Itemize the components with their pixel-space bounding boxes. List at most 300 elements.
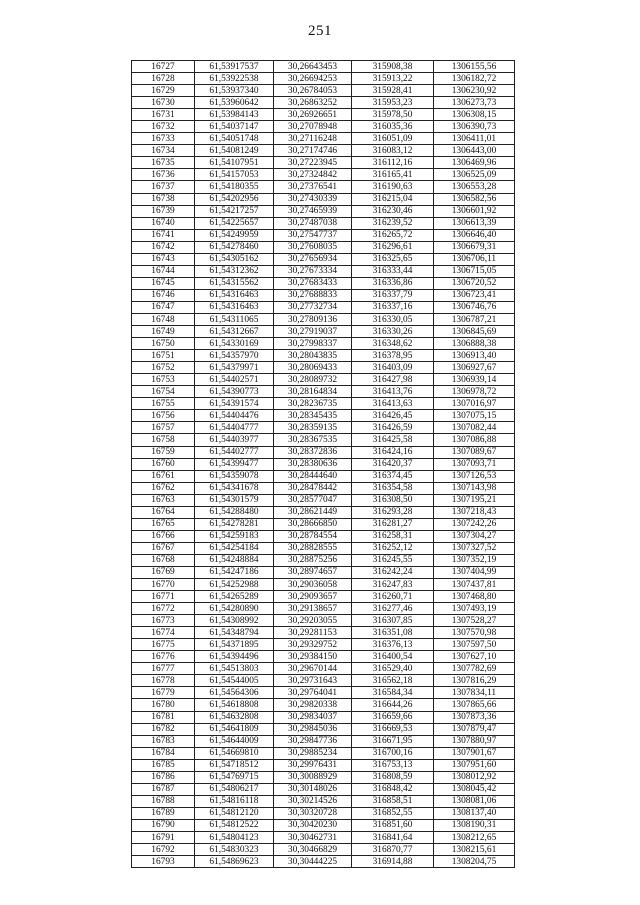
longitude-cell: 30,27656934 [274, 253, 352, 265]
x-coordinate-cell: 316858,51 [352, 795, 434, 807]
longitude-cell: 30,30214526 [274, 795, 352, 807]
point-number-cell: 16734 [132, 145, 195, 157]
y-coordinate-cell: 1308190,31 [434, 819, 515, 831]
x-coordinate-cell: 316413,63 [352, 398, 434, 410]
y-coordinate-cell: 1306443,00 [434, 145, 515, 157]
table-row [132, 699, 515, 711]
longitude-cell: 30,29731643 [274, 675, 352, 687]
point-number-cell: 16727 [132, 61, 195, 73]
y-coordinate-cell: 1307873,36 [434, 711, 515, 723]
latitude-cell: 61,54403977 [195, 434, 274, 446]
table-row [132, 350, 515, 362]
point-number-cell: 16770 [132, 579, 195, 591]
y-coordinate-cell: 1306888,38 [434, 338, 515, 350]
table-row [132, 470, 515, 482]
point-number-cell: 16740 [132, 217, 195, 229]
longitude-cell: 30,26863252 [274, 97, 352, 109]
x-coordinate-cell: 316413,76 [352, 386, 434, 398]
latitude-cell: 61,54404777 [195, 422, 274, 434]
latitude-cell: 61,54311065 [195, 313, 274, 325]
point-number-cell: 16749 [132, 326, 195, 338]
longitude-cell: 30,30088929 [274, 771, 352, 783]
longitude-cell: 30,28359135 [274, 422, 352, 434]
point-number-cell: 16767 [132, 542, 195, 554]
table-row [132, 434, 515, 446]
x-coordinate-cell: 316378,95 [352, 350, 434, 362]
table-row [132, 759, 515, 771]
x-coordinate-cell: 316265,72 [352, 229, 434, 241]
latitude-cell: 61,54312362 [195, 265, 274, 277]
point-number-cell: 16763 [132, 494, 195, 506]
longitude-cell: 30,27673334 [274, 265, 352, 277]
x-coordinate-cell: 316851,60 [352, 819, 434, 831]
table-row [132, 844, 515, 856]
point-number-cell: 16732 [132, 121, 195, 133]
longitude-cell: 30,28372836 [274, 446, 352, 458]
point-number-cell: 16742 [132, 241, 195, 253]
latitude-cell: 61,54305162 [195, 253, 274, 265]
x-coordinate-cell: 316870,77 [352, 844, 434, 856]
latitude-cell: 61,54513803 [195, 663, 274, 675]
longitude-cell: 30,27324842 [274, 169, 352, 181]
x-coordinate-cell: 316644,26 [352, 699, 434, 711]
y-coordinate-cell: 1306308,15 [434, 109, 515, 121]
longitude-cell: 30,28380636 [274, 458, 352, 470]
y-coordinate-cell: 1307195,21 [434, 494, 515, 506]
point-number-cell: 16783 [132, 735, 195, 747]
longitude-cell: 30,28478442 [274, 482, 352, 494]
latitude-cell: 61,54618808 [195, 699, 274, 711]
latitude-cell: 61,53960642 [195, 97, 274, 109]
y-coordinate-cell: 1308081,06 [434, 795, 515, 807]
table-row [132, 735, 515, 747]
x-coordinate-cell: 316333,44 [352, 265, 434, 277]
latitude-cell: 61,54280890 [195, 603, 274, 615]
longitude-cell: 30,30444225 [274, 856, 352, 868]
table-row [132, 530, 515, 542]
table-row [132, 566, 515, 578]
y-coordinate-cell: 1306746,76 [434, 301, 515, 313]
x-coordinate-cell: 316260,71 [352, 591, 434, 603]
y-coordinate-cell: 1307468,80 [434, 591, 515, 603]
y-coordinate-cell: 1307782,69 [434, 663, 515, 675]
longitude-cell: 30,28345435 [274, 410, 352, 422]
longitude-cell: 30,26694253 [274, 73, 352, 85]
point-number-cell: 16735 [132, 157, 195, 169]
table-row [132, 422, 515, 434]
y-coordinate-cell: 1307126,53 [434, 470, 515, 482]
longitude-cell: 30,30462731 [274, 832, 352, 844]
point-number-cell: 16772 [132, 603, 195, 615]
x-coordinate-cell: 315953,23 [352, 97, 434, 109]
table-row [132, 554, 515, 566]
longitude-cell: 30,29329752 [274, 639, 352, 651]
table-row [132, 494, 515, 506]
point-number-cell: 16745 [132, 277, 195, 289]
point-number-cell: 16768 [132, 554, 195, 566]
y-coordinate-cell: 1306582,56 [434, 193, 515, 205]
latitude-cell: 61,54806217 [195, 783, 274, 795]
y-coordinate-cell: 1306715,05 [434, 265, 515, 277]
latitude-cell: 61,54202956 [195, 193, 274, 205]
longitude-cell: 30,28828555 [274, 542, 352, 554]
latitude-cell: 61,54379971 [195, 362, 274, 374]
latitude-cell: 61,54399477 [195, 458, 274, 470]
x-coordinate-cell: 316242,24 [352, 566, 434, 578]
point-number-cell: 16779 [132, 687, 195, 699]
y-coordinate-cell: 1306525,09 [434, 169, 515, 181]
x-coordinate-cell: 316374,45 [352, 470, 434, 482]
point-number-cell: 16782 [132, 723, 195, 735]
longitude-cell: 30,28043835 [274, 350, 352, 362]
latitude-cell: 61,54225657 [195, 217, 274, 229]
longitude-cell: 30,28444640 [274, 470, 352, 482]
table-row [132, 193, 515, 205]
table-row [132, 807, 515, 819]
latitude-cell: 61,54564306 [195, 687, 274, 699]
x-coordinate-cell: 316239,52 [352, 217, 434, 229]
y-coordinate-cell: 1307834,11 [434, 687, 515, 699]
latitude-cell: 61,54391574 [195, 398, 274, 410]
y-coordinate-cell: 1306613,39 [434, 217, 515, 229]
longitude-cell: 30,29670144 [274, 663, 352, 675]
point-number-cell: 16733 [132, 133, 195, 145]
x-coordinate-cell: 316330,05 [352, 313, 434, 325]
page-number: 251 [308, 23, 332, 39]
point-number-cell: 16778 [132, 675, 195, 687]
longitude-cell: 30,27732734 [274, 301, 352, 313]
longitude-cell: 30,26926651 [274, 109, 352, 121]
latitude-cell: 61,54316463 [195, 301, 274, 313]
point-number-cell: 16789 [132, 807, 195, 819]
latitude-cell: 61,54252988 [195, 579, 274, 591]
latitude-cell: 61,54544005 [195, 675, 274, 687]
latitude-cell: 61,53984143 [195, 109, 274, 121]
point-number-cell: 16737 [132, 181, 195, 193]
longitude-cell: 30,27809136 [274, 313, 352, 325]
x-coordinate-cell: 316424,16 [352, 446, 434, 458]
y-coordinate-cell: 1307093,71 [434, 458, 515, 470]
point-number-cell: 16765 [132, 518, 195, 530]
y-coordinate-cell: 1306273,73 [434, 97, 515, 109]
latitude-cell: 61,54390773 [195, 386, 274, 398]
point-number-cell: 16774 [132, 627, 195, 639]
y-coordinate-cell: 1307528,27 [434, 615, 515, 627]
y-coordinate-cell: 1307016,97 [434, 398, 515, 410]
table-row [132, 338, 515, 350]
y-coordinate-cell: 1306787,21 [434, 313, 515, 325]
latitude-cell: 61,54632808 [195, 711, 274, 723]
point-number-cell: 16756 [132, 410, 195, 422]
latitude-cell: 61,54357970 [195, 350, 274, 362]
y-coordinate-cell: 1306913,40 [434, 350, 515, 362]
latitude-cell: 61,54157053 [195, 169, 274, 181]
latitude-cell: 61,54259183 [195, 530, 274, 542]
table-row [132, 181, 515, 193]
point-number-cell: 16761 [132, 470, 195, 482]
longitude-cell: 30,27223945 [274, 157, 352, 169]
longitude-cell: 30,27430339 [274, 193, 352, 205]
y-coordinate-cell: 1306723,41 [434, 289, 515, 301]
longitude-cell: 30,27465939 [274, 205, 352, 217]
y-coordinate-cell: 1307879,47 [434, 723, 515, 735]
table-row [132, 277, 515, 289]
table-row [132, 518, 515, 530]
table-row [132, 627, 515, 639]
longitude-cell: 30,27376541 [274, 181, 352, 193]
y-coordinate-cell: 1308045,42 [434, 783, 515, 795]
y-coordinate-cell: 1306553,28 [434, 181, 515, 193]
table-row [132, 832, 515, 844]
table-row [132, 723, 515, 735]
longitude-cell: 30,28974657 [274, 566, 352, 578]
latitude-cell: 61,54718512 [195, 759, 274, 771]
point-number-cell: 16736 [132, 169, 195, 181]
table-row [132, 386, 515, 398]
longitude-cell: 30,30466829 [274, 844, 352, 856]
latitude-cell: 61,54869623 [195, 856, 274, 868]
y-coordinate-cell: 1307627,10 [434, 651, 515, 663]
longitude-cell: 30,28621449 [274, 506, 352, 518]
x-coordinate-cell: 316230,46 [352, 205, 434, 217]
latitude-cell: 61,54248884 [195, 554, 274, 566]
point-number-cell: 16754 [132, 386, 195, 398]
latitude-cell: 61,54288480 [195, 506, 274, 518]
point-number-cell: 16780 [132, 699, 195, 711]
table-row [132, 542, 515, 554]
point-number-cell: 16787 [132, 783, 195, 795]
x-coordinate-cell: 316403,09 [352, 362, 434, 374]
table-row [132, 157, 515, 169]
y-coordinate-cell: 1307816,29 [434, 675, 515, 687]
x-coordinate-cell: 316281,27 [352, 518, 434, 530]
point-number-cell: 16751 [132, 350, 195, 362]
latitude-cell: 61,54812120 [195, 807, 274, 819]
latitude-cell: 61,54404476 [195, 410, 274, 422]
longitude-cell: 30,28089732 [274, 374, 352, 386]
y-coordinate-cell: 1306155,56 [434, 61, 515, 73]
point-number-cell: 16759 [132, 446, 195, 458]
longitude-cell: 30,30320728 [274, 807, 352, 819]
x-coordinate-cell: 316348,62 [352, 338, 434, 350]
y-coordinate-cell: 1307327,52 [434, 542, 515, 554]
table-row [132, 169, 515, 181]
table-row [132, 326, 515, 338]
x-coordinate-cell: 316293,28 [352, 506, 434, 518]
table-row [132, 506, 515, 518]
x-coordinate-cell: 316848,42 [352, 783, 434, 795]
latitude-cell: 61,53922538 [195, 73, 274, 85]
table-row [132, 85, 515, 97]
latitude-cell: 61,54402777 [195, 446, 274, 458]
y-coordinate-cell: 1307075,15 [434, 410, 515, 422]
x-coordinate-cell: 316669,53 [352, 723, 434, 735]
point-number-cell: 16755 [132, 398, 195, 410]
y-coordinate-cell: 1307304,27 [434, 530, 515, 542]
y-coordinate-cell: 1306706,11 [434, 253, 515, 265]
longitude-cell: 30,27078948 [274, 121, 352, 133]
table-row [132, 61, 515, 73]
point-number-cell: 16741 [132, 229, 195, 241]
latitude-cell: 61,54265289 [195, 591, 274, 603]
longitude-cell: 30,27998337 [274, 338, 352, 350]
y-coordinate-cell: 1306679,31 [434, 241, 515, 253]
x-coordinate-cell: 316427,98 [352, 374, 434, 386]
table-row [132, 374, 515, 386]
table-row [132, 301, 515, 313]
y-coordinate-cell: 1307086,88 [434, 434, 515, 446]
latitude-cell: 61,54804123 [195, 832, 274, 844]
y-coordinate-cell: 1306230,92 [434, 85, 515, 97]
longitude-cell: 30,27919037 [274, 326, 352, 338]
longitude-cell: 30,28367535 [274, 434, 352, 446]
x-coordinate-cell: 316165,41 [352, 169, 434, 181]
longitude-cell: 30,29847736 [274, 735, 352, 747]
x-coordinate-cell: 315928,41 [352, 85, 434, 97]
x-coordinate-cell: 316035,36 [352, 121, 434, 133]
table-row [132, 241, 515, 253]
x-coordinate-cell: 316112,16 [352, 157, 434, 169]
latitude-cell: 61,54812522 [195, 819, 274, 831]
table-row [132, 795, 515, 807]
y-coordinate-cell: 1306978,72 [434, 386, 515, 398]
y-coordinate-cell: 1307437,81 [434, 579, 515, 591]
y-coordinate-cell: 1308215,61 [434, 844, 515, 856]
table-row [132, 410, 515, 422]
y-coordinate-cell: 1306845,69 [434, 326, 515, 338]
y-coordinate-cell: 1307352,19 [434, 554, 515, 566]
x-coordinate-cell: 316529,40 [352, 663, 434, 675]
longitude-cell: 30,28236735 [274, 398, 352, 410]
longitude-cell: 30,29834037 [274, 711, 352, 723]
y-coordinate-cell: 1306182,72 [434, 73, 515, 85]
y-coordinate-cell: 1307143,98 [434, 482, 515, 494]
x-coordinate-cell: 316247,83 [352, 579, 434, 591]
x-coordinate-cell: 316426,45 [352, 410, 434, 422]
longitude-cell: 30,28577047 [274, 494, 352, 506]
longitude-cell: 30,29203055 [274, 615, 352, 627]
latitude-cell: 61,54348794 [195, 627, 274, 639]
table-row [132, 133, 515, 145]
x-coordinate-cell: 316252,12 [352, 542, 434, 554]
point-number-cell: 16731 [132, 109, 195, 121]
y-coordinate-cell: 1307570,98 [434, 627, 515, 639]
table-row [132, 687, 515, 699]
table-row [132, 771, 515, 783]
longitude-cell: 30,28164834 [274, 386, 352, 398]
latitude-cell: 61,54669810 [195, 747, 274, 759]
latitude-cell: 61,54081249 [195, 145, 274, 157]
x-coordinate-cell: 316337,79 [352, 289, 434, 301]
longitude-cell: 30,29093657 [274, 591, 352, 603]
latitude-cell: 61,54816118 [195, 795, 274, 807]
point-number-cell: 16760 [132, 458, 195, 470]
x-coordinate-cell: 316277,46 [352, 603, 434, 615]
y-coordinate-cell: 1306469,96 [434, 157, 515, 169]
x-coordinate-cell: 316336,86 [352, 277, 434, 289]
point-number-cell: 16784 [132, 747, 195, 759]
longitude-cell: 30,27487038 [274, 217, 352, 229]
latitude-cell: 61,54769715 [195, 771, 274, 783]
latitude-cell: 61,54249959 [195, 229, 274, 241]
latitude-cell: 61,54830323 [195, 844, 274, 856]
point-number-cell: 16747 [132, 301, 195, 313]
latitude-cell: 61,54341678 [195, 482, 274, 494]
x-coordinate-cell: 316562,18 [352, 675, 434, 687]
x-coordinate-cell: 316307,85 [352, 615, 434, 627]
x-coordinate-cell: 316376,13 [352, 639, 434, 651]
point-number-cell: 16771 [132, 591, 195, 603]
latitude-cell: 61,54316463 [195, 289, 274, 301]
table-row [132, 482, 515, 494]
x-coordinate-cell: 316584,34 [352, 687, 434, 699]
table-row [132, 675, 515, 687]
y-coordinate-cell: 1308212,65 [434, 832, 515, 844]
x-coordinate-cell: 316051,09 [352, 133, 434, 145]
table-row [132, 73, 515, 85]
point-number-cell: 16739 [132, 205, 195, 217]
point-number-cell: 16744 [132, 265, 195, 277]
point-number-cell: 16791 [132, 832, 195, 844]
table-row [132, 313, 515, 325]
table-row [132, 747, 515, 759]
latitude-cell: 61,54180355 [195, 181, 274, 193]
latitude-cell: 61,54278281 [195, 518, 274, 530]
table-row [132, 446, 515, 458]
longitude-cell: 30,29138657 [274, 603, 352, 615]
table-row [132, 229, 515, 241]
point-number-cell: 16777 [132, 663, 195, 675]
y-coordinate-cell: 1307880,97 [434, 735, 515, 747]
table-row [132, 856, 515, 868]
longitude-cell: 30,29976431 [274, 759, 352, 771]
y-coordinate-cell: 1306927,67 [434, 362, 515, 374]
longitude-cell: 30,26784053 [274, 85, 352, 97]
longitude-cell: 30,27547737 [274, 229, 352, 241]
y-coordinate-cell: 1307493,19 [434, 603, 515, 615]
x-coordinate-cell: 316400,54 [352, 651, 434, 663]
longitude-cell: 30,30420230 [274, 819, 352, 831]
x-coordinate-cell: 315913,22 [352, 73, 434, 85]
y-coordinate-cell: 1307865,66 [434, 699, 515, 711]
table-row [132, 109, 515, 121]
point-number-cell: 16793 [132, 856, 195, 868]
longitude-cell: 30,28784554 [274, 530, 352, 542]
point-number-cell: 16775 [132, 639, 195, 651]
x-coordinate-cell: 315978,50 [352, 109, 434, 121]
point-number-cell: 16730 [132, 97, 195, 109]
x-coordinate-cell: 316245,55 [352, 554, 434, 566]
table-row [132, 265, 515, 277]
latitude-cell: 61,54330169 [195, 338, 274, 350]
y-coordinate-cell: 1307082,44 [434, 422, 515, 434]
longitude-cell: 30,27608035 [274, 241, 352, 253]
longitude-cell: 30,29281153 [274, 627, 352, 639]
table-row [132, 783, 515, 795]
latitude-cell: 61,54359078 [195, 470, 274, 482]
table-row [132, 579, 515, 591]
table-row [132, 145, 515, 157]
longitude-cell: 30,30148026 [274, 783, 352, 795]
x-coordinate-cell: 316426,59 [352, 422, 434, 434]
longitude-cell: 30,27116248 [274, 133, 352, 145]
latitude-cell: 61,54315562 [195, 277, 274, 289]
latitude-cell: 61,54051748 [195, 133, 274, 145]
coordinates-table-body [132, 61, 515, 868]
x-coordinate-cell: 316808,59 [352, 771, 434, 783]
x-coordinate-cell: 316325,65 [352, 253, 434, 265]
table-row [132, 663, 515, 675]
